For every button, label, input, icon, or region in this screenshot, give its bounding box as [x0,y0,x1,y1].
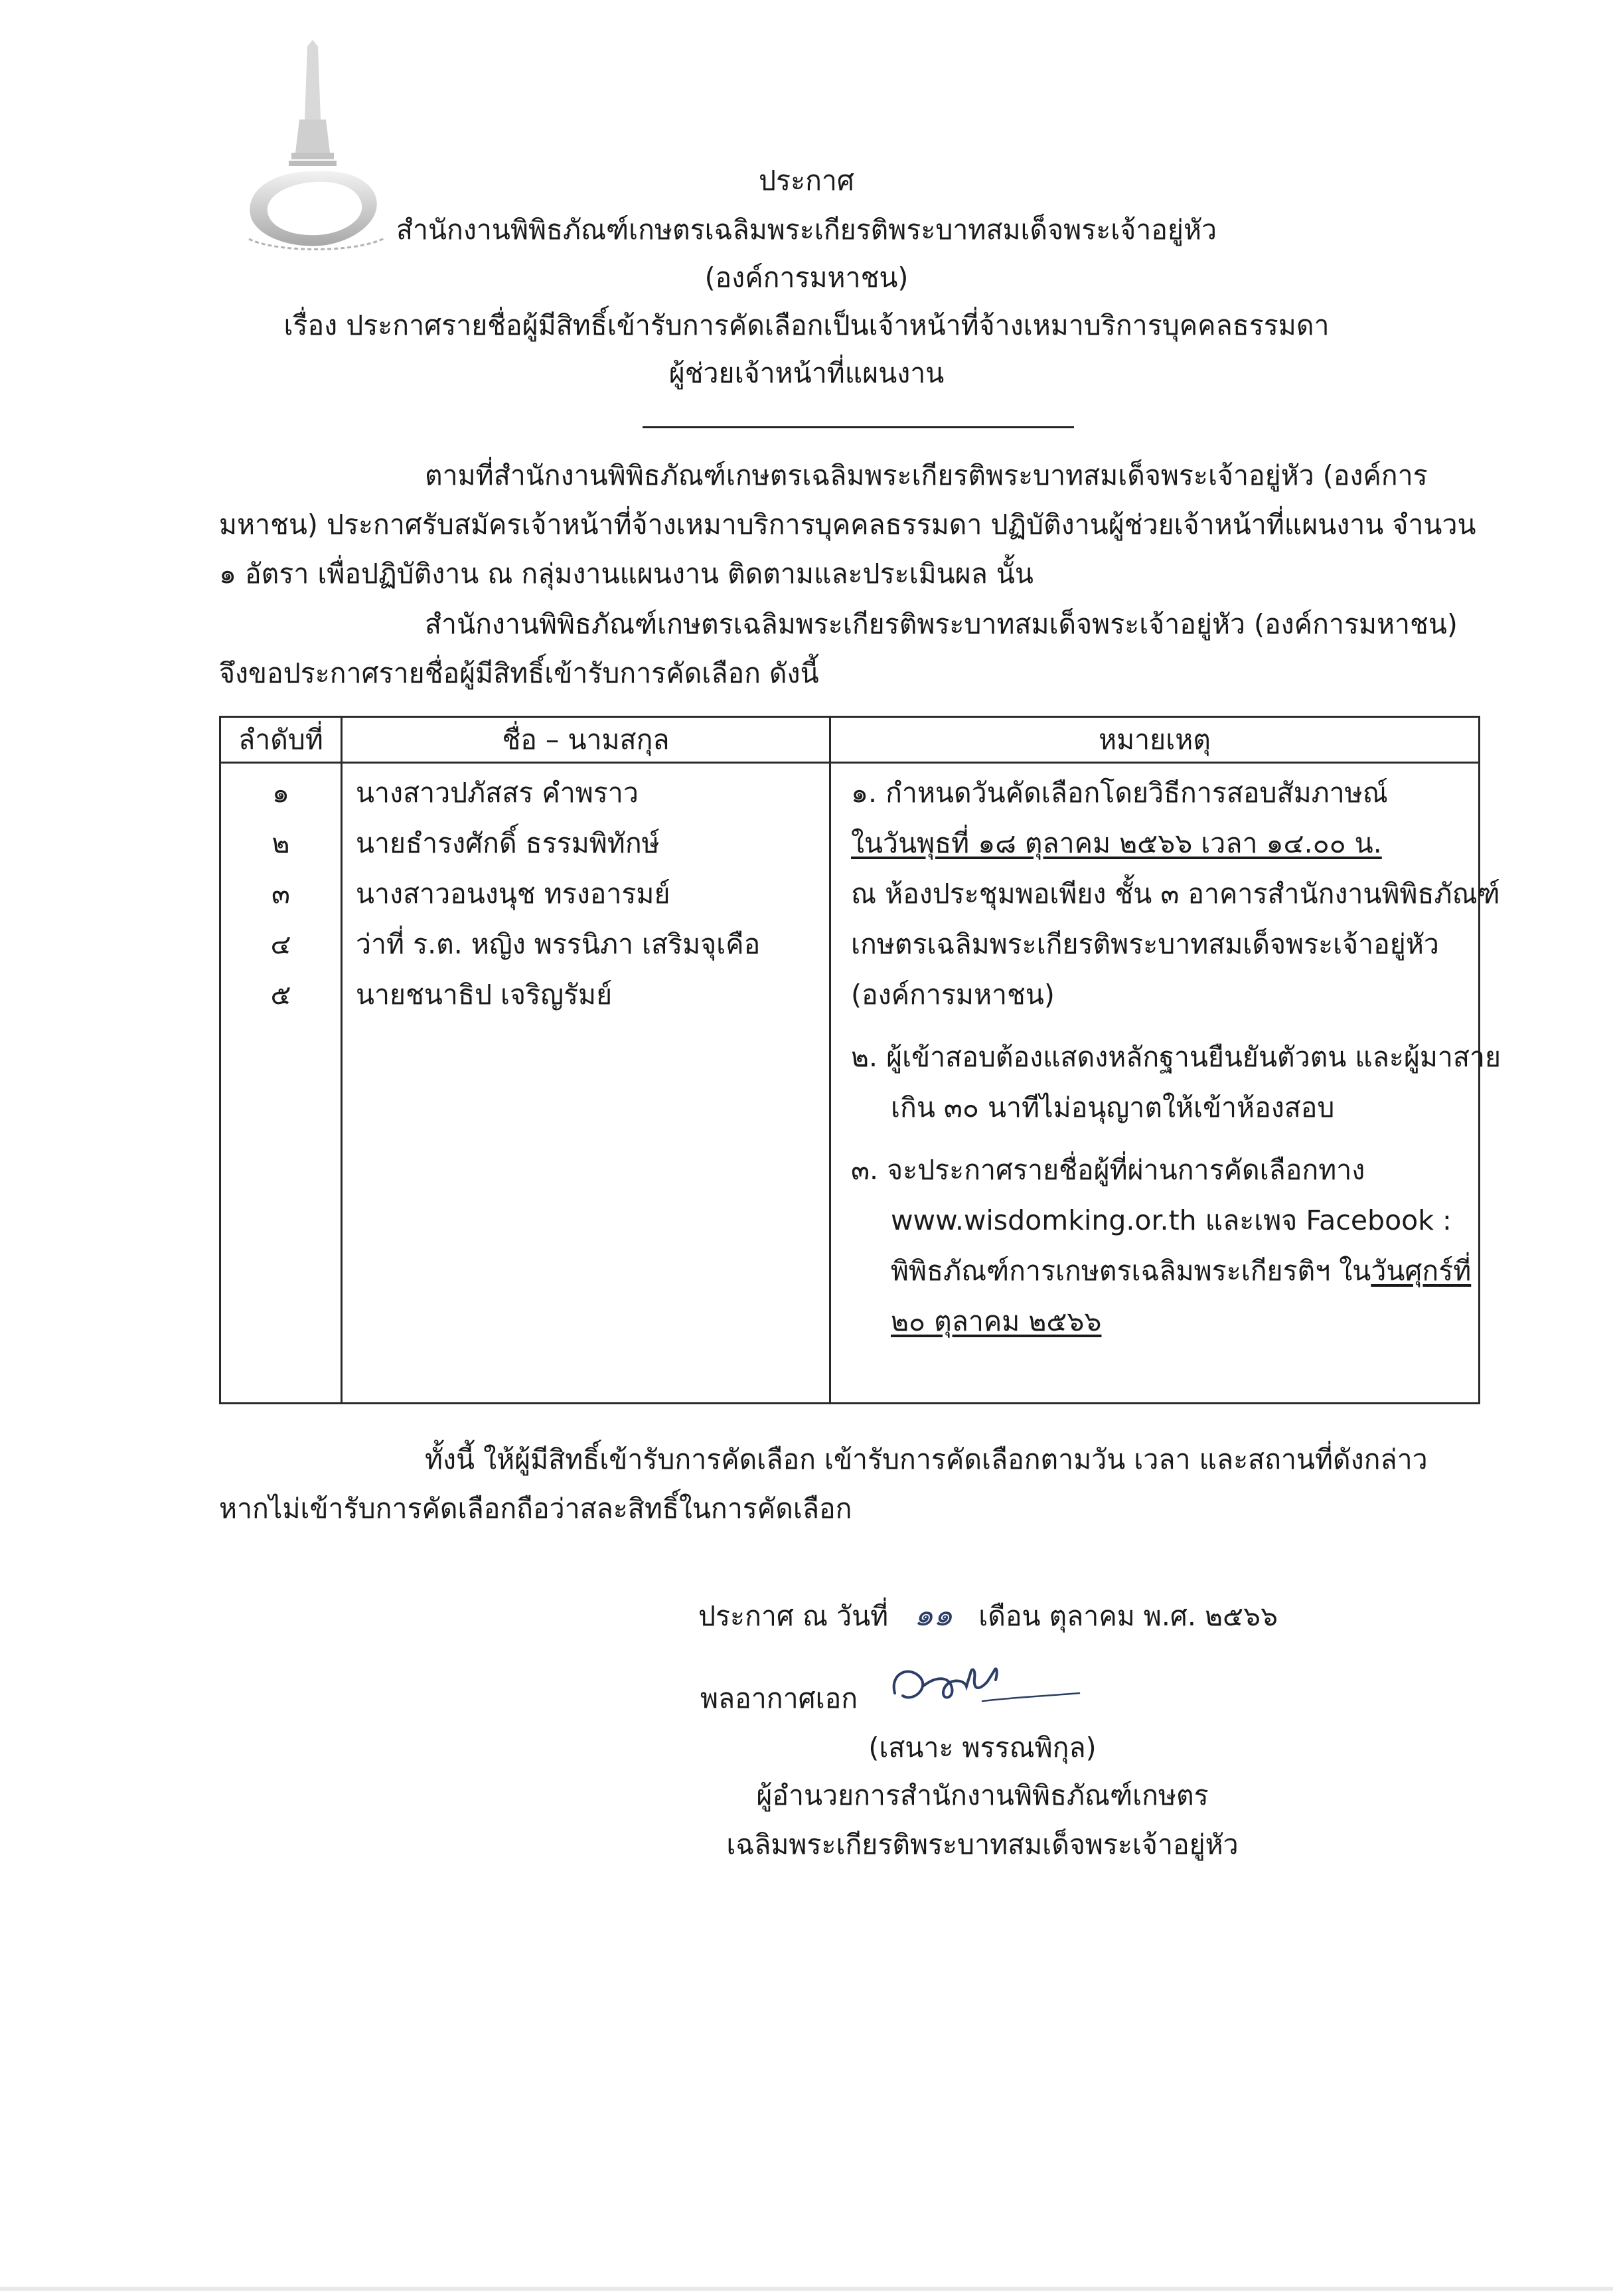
signer-position-line-1: ผู้อำนวยการสำนักงานพิพิธภัณฑ์เกษตร [756,1779,1209,1811]
remark-2-line-2: เกิน ๓๐ นาทีไม่อนุญาตให้เข้าห้องสอบ [891,1092,1335,1123]
signer-position-line-2: เฉลิมพระเกียรติพระบาทสมเด็จพระเจ้าอยู่หัว [726,1829,1239,1860]
table-header-row [220,717,1480,763]
announce-date-line [698,1596,1278,1635]
remark-3-line-3 [891,1252,1471,1289]
body-paragraph-2-line-2: จึงขอประกาศรายชื่อผู้มีสิทธิ์เข้ารับการคัดเลือก ดังนี้ [219,657,819,689]
candidate-name: ว่าที่ ร.ต. หญิง พรรนิภา เสริมจุเคือ [356,928,761,960]
remark-1-location-2: เกษตรเฉลิมพระเกียรติพระบาทสมเด็จพระเจ้าอยู่หัว [851,928,1439,960]
header-remarks: หมายเหตุ [830,717,1480,763]
row-number: ๔ [270,928,291,960]
body-paragraph-2-line-1: สำนักงานพิพิธภัณฑ์เกษตรเฉลิมพระเกียรติพระบาทสมเด็จพระเจ้าอยู่หัว (องค์การมหาชน) [425,608,1458,640]
position-title: ผู้ช่วยเจ้าหน้าที่แผนงาน [668,357,945,389]
header-divider [643,426,1074,428]
candidate-name: นางสาวอนงนุช ทรงอารมย์ [356,878,670,910]
row-number: ๓ [271,878,291,910]
row-number: ๕ [270,979,291,1011]
header-order-number: ลำดับที่ [220,717,342,763]
date-suffix: เดือน ตุลาคม พ.ศ. ๒๕๖๖ [978,1600,1278,1632]
closing-line-2: หากไม่เข้ารับการคัดเลือกถือว่าสละสิทธิ์ในการคัดเลือก [219,1493,852,1524]
remark-1-location: ณ ห้องประชุมพอเพียง ชั้น ๓ อาคารสำนักงานพิพิธภัณฑ์ [851,878,1500,910]
date-prefix: ประกาศ ณ วันที่ [698,1600,889,1632]
header-full-name: ชื่อ – นามสกุล [342,717,830,763]
remark-3-announce-date: ๒๐ ตุลาคม ๒๕๖๖ [891,1305,1102,1337]
scan-bottom-edge [0,2287,1613,2291]
remark-1-date-time: ในวันพุธที่ ๑๘ ตุลาคม ๒๕๖๖ เวลา ๑๔.๐๐ น. [851,827,1382,859]
remark-3-page-name: พิพิธภัณฑ์การเกษตรเฉลิมพระเกียรติฯ ใน [891,1255,1371,1287]
signer-name: (เสนาะ พรรณพิกุล) [868,1732,1097,1763]
remark-3-announce-day: วันศุกร์ที่ [1371,1255,1472,1287]
remark-1-location-3: (องค์การมหาชน) [851,979,1055,1011]
candidate-table [219,716,1501,1404]
table-row [220,763,1480,1404]
name-cell [342,763,830,1404]
remark-3-website-link[interactable]: www.wisdomking.or.th และเพจ Facebook : [891,1204,1452,1236]
organization-name: สำนักงานพิพิธภัณฑ์เกษตรเฉลิมพระเกียรติพระบาทสมเด็จพระเจ้าอยู่หัว [396,214,1217,246]
handwritten-signature-icon [883,1647,1082,1726]
candidate-name: นายชนาธิป เจริญรัมย์ [356,979,613,1011]
remark-2-line-1: ๒. ผู้เข้าสอบต้องแสดงหลักฐานยืนยันตัวตน และผู้มาสาย [851,1041,1501,1073]
body-paragraph-1-line-3: ๑ อัตรา เพื่อปฏิบัติงาน ณ กลุ่มงานแผนงาน ติดตามและประเมินผล นั้น [219,558,1034,590]
candidate-name: นายธำรงศักดิ์ ธรรมพิทักษ์ [356,827,660,859]
signer-rank: พลอากาศเอก [700,1682,858,1714]
date-day-handwritten: ๑๑ [913,1597,953,1633]
remarks-cell [830,763,1501,1404]
candidate-name: นางสาวปภัสสร คำพราว [356,777,639,809]
row-number: ๑ [271,777,290,809]
body-paragraph-1-line-2: มหาชน) ประกาศรับสมัครเจ้าหน้าที่จ้างเหมาบริการบุคคลธรรมดา ปฏิบัติงานผู้ช่วยเจ้าหน้าที่แผนงาน จำนวน [219,509,1476,540]
closing-line-1: ทั้งนี้ ให้ผู้มีสิทธิ์เข้ารับการคัดเลือก เข้ารับการคัดเลือกตามวัน เวลา และสถานที่ดังกล่าว [425,1443,1428,1475]
remark-1-line-1: ๑. กำหนดวันคัดเลือกโดยวิธีการสอบสัมภาษณ์ [851,777,1388,809]
doc-type-title: ประกาศ [759,165,854,197]
remark-3-line-1: ๓. จะประกาศรายชื่อผู้ที่ผ่านการคัดเลือกทาง [851,1154,1365,1186]
subject-line: เรื่อง ประกาศรายชื่อผู้มีสิทธิ์เข้ารับการคัดเลือกเป็นเจ้าหน้าที่จ้างเหมาบริการบุคคลธรรมดา [283,309,1330,341]
body-paragraph-1-line-1: ตามที่สำนักงานพิพิธภัณฑ์เกษตรเฉลิมพระเกียรติพระบาทสมเด็จพระเจ้าอยู่หัว (องค์การ [425,459,1428,491]
organization-type: (องค์การมหาชน) [704,262,909,293]
order-number-cell [220,763,342,1404]
row-number: ๒ [271,827,290,859]
